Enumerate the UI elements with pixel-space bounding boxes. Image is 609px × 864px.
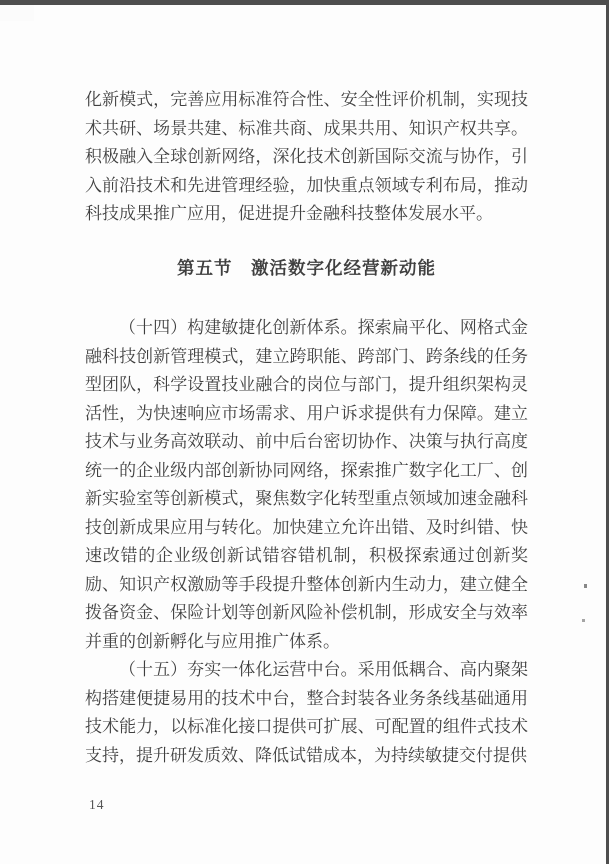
scan-edge-top xyxy=(0,0,609,5)
paragraph-item-14: （十四）构建敏捷化创新体系。探索扁平化、网格式金融科技创新管理模式，建立跨职能、跨部门、跨条线的任务型团队，科学设置技业融合的岗位与部门，提升组织架构灵活性，为快速响应市场需求、用户诉求提供有力保障。建立技术与业务高效联动、前中后台密切协作、决策与执行高度统一的企业级内部创新协同网络，探索推广数字化工厂、创新实验室等创新模式，聚焦数字化转型重点领域加速金融科技创新成果应用与转化。加快建立允许出错、及时纠错、快速改错的企业级创新试错容错机制，积极探索通过创新奖励、知识产权激励等手段提升整体创新内生动力，建立健全拨备资金、保险计划等创新风险补偿机制，形成安全与效率并重的创新孵化与应用推广体系。 xyxy=(85,318,528,651)
page-number: 14 xyxy=(89,797,105,812)
document-body xyxy=(85,86,528,812)
scan-artifact-speck xyxy=(582,619,585,622)
scan-corner-patch xyxy=(0,5,34,21)
section-heading: 第五节 激活数字化经营新动能 xyxy=(177,257,436,278)
scan-artifact-speck xyxy=(584,584,587,588)
paragraph-item-15: （十五）夯实一体化运营中台。采用低耦合、高内聚架构搭建便捷易用的技术中台，整合封装各业务条线基础通用技术能力，以标准化接口提供可扩展、可配置的组件式技术支持，提升研发质效、降低试错成本，为持续敏捷交付提供 xyxy=(85,660,528,765)
paragraph-continued: 化新模式，完善应用标准符合性、安全性评价机制，实现技术共研、场景共建、标准共商、成果共用、知识产权共享。积极融入全球创新网络，深化技术创新国际交流与协作，引入前沿技术和先进管理经验，加快重点领域专利布局，推动科技成果推广应用，促进提升金融科技整体发展水平。 xyxy=(85,90,528,223)
